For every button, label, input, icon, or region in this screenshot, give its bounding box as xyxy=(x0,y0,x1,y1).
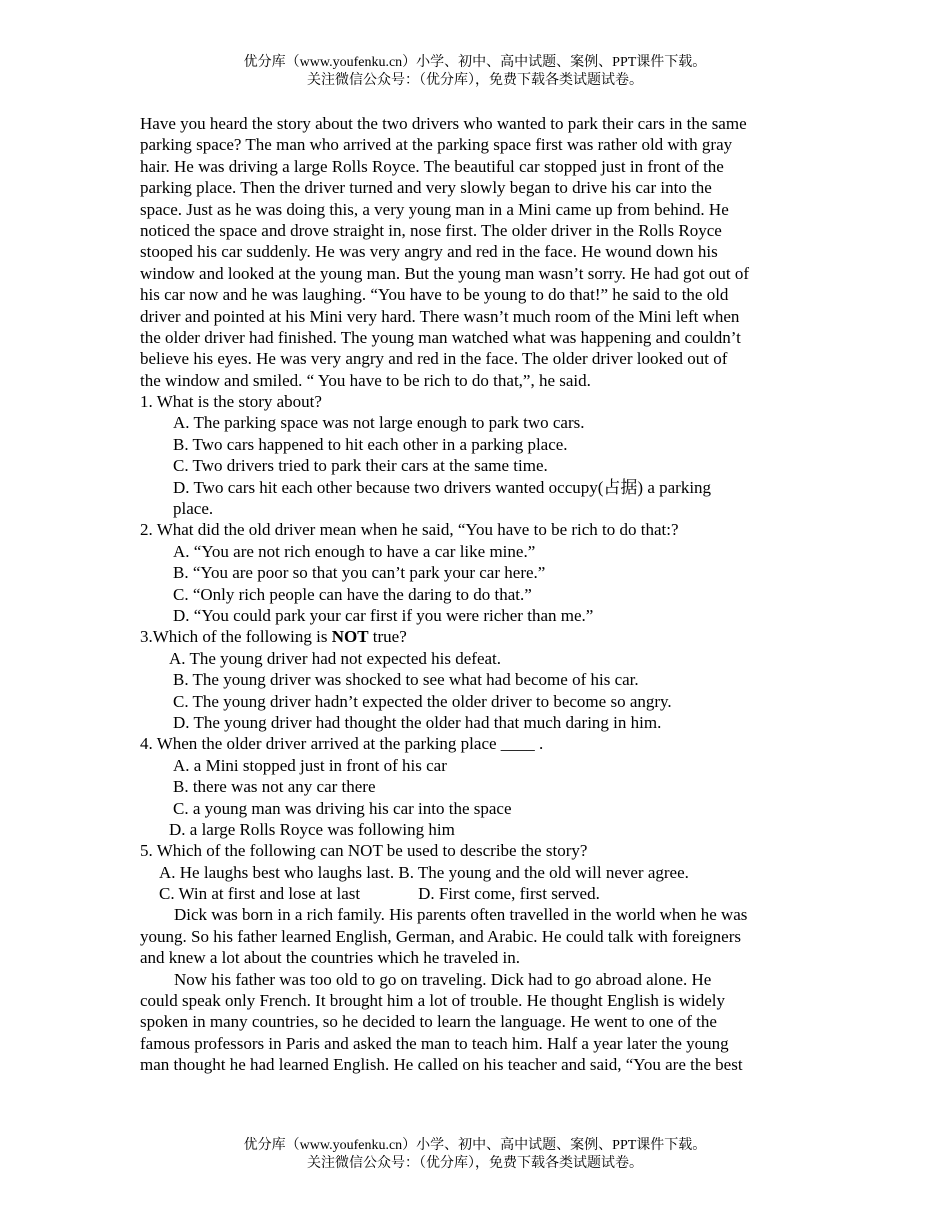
option-d: D. The young driver had thought the older had that much daring in him. xyxy=(173,712,662,732)
footer-line-1: 优分库（www.youfenku.cn）小学、初中、高中试题、案例、PPT课件下载。 xyxy=(243,1138,707,1153)
option-a: A. a Mini stopped just in front of his car xyxy=(173,755,447,775)
option-d: D. a large Rolls Royce was following him xyxy=(169,819,455,839)
question-1 xyxy=(140,391,812,519)
option-c: C. Win at first and lose at last xyxy=(159,884,361,904)
question-stem xyxy=(140,626,812,647)
passage-line: Have you heard the story about the two drivers who wanted to park their cars in the same xyxy=(140,114,747,133)
option-d: D. Two cars hit each other because two drivers wanted occupy(占据) a parking xyxy=(173,477,712,497)
option-c: C. “Only rich people can have the daring to do that.” xyxy=(173,584,532,604)
stem-text: 3.Which of the following is xyxy=(140,627,332,647)
passage-line: man thought he had learned English. He called on his teacher and said, “You are the best xyxy=(140,1055,743,1075)
passage-line: and knew a lot about the countries which he traveled in. xyxy=(140,948,521,968)
document-body xyxy=(140,113,812,1076)
option-a: A. “You are not rich enough to have a car like mine.” xyxy=(173,541,536,561)
option-d: D. “You could park your car first if you were richer than me.” xyxy=(173,605,594,625)
stem-emphasis: NOT xyxy=(331,627,369,647)
passage-line: hair. He was driving a large Rolls Royce. The beautiful car stopped just in front of the xyxy=(140,156,724,176)
option-d-continued: place. xyxy=(173,499,214,519)
stem-text-end: true? xyxy=(368,627,407,647)
option-c: C. a young man was driving his car into the space xyxy=(173,798,512,818)
passage-line: Dick was born in a rich family. His parents often travelled in the world when he was xyxy=(140,905,748,925)
option-b: B. Two cars happened to hit each other in a parking place. xyxy=(173,434,568,454)
option-d: D. First come, first served. xyxy=(418,884,600,904)
passage-line: could speak only French. It brought him a lot of trouble. He thought English is widely xyxy=(140,991,725,1011)
passage-line: parking space? The man who arrived at the parking space first was rather old with gray xyxy=(140,135,733,155)
page-header xyxy=(0,54,950,90)
passage-line: noticed the space and drove straight in, nose first. The older driver in the Rolls Royce xyxy=(140,220,722,240)
option-b: B. The young driver was shocked to see what had become of his car. xyxy=(173,670,639,690)
passage-1 xyxy=(140,113,812,391)
question-5 xyxy=(140,840,812,904)
question-stem: 2. What did the old driver mean when he said, “You have to be rich to do that:? xyxy=(140,520,679,540)
option-c: C. The young driver hadn’t expected the older driver to become so angry. xyxy=(173,691,672,711)
passage-line: Now his father was too old to go on traveling. Dick had to go abroad alone. He xyxy=(140,969,712,989)
option-b: B. there was not any car there xyxy=(173,777,376,797)
passage-line: spoken in many countries, so he decided to learn the language. He went to one of the xyxy=(140,1012,717,1032)
question-3 xyxy=(140,626,812,733)
option-b: B. “You are poor so that you can’t park your car here.” xyxy=(173,563,546,583)
header-line-1: 优分库（www.youfenku.cn）小学、初中、高中试题、案例、PPT课件下载。 xyxy=(243,55,707,70)
passage-2 xyxy=(140,904,812,1075)
question-stem: 1. What is the story about? xyxy=(140,392,322,412)
passage-line: the window and smiled. “ You have to be rich to do that,”, he said. xyxy=(140,370,591,390)
option-c: C. Two drivers tried to park their cars at the same time. xyxy=(173,456,548,476)
question-stem: 4. When the older driver arrived at the parking place ____ . xyxy=(140,734,544,754)
passage-line: parking place. Then the driver turned and very slowly began to drive his car into the xyxy=(140,178,712,198)
passage-line: his car now and he was laughing. “You have to be young to do that!” he said to the old xyxy=(140,285,729,305)
header-line-2: 关注微信公众号：（优分库），免费下载各类试题试卷。 xyxy=(307,73,643,88)
options-c-d xyxy=(140,883,812,904)
passage-line: famous professors in Paris and asked the man to teach him. Half a year later the young xyxy=(140,1033,729,1053)
page-footer xyxy=(0,1137,950,1173)
passage-line: driver and pointed at his Mini very hard. There wasn’t much room of the Mini left when xyxy=(140,306,740,326)
passage-line: believe his eyes. He was very angry and red in the face. The older driver looked out of xyxy=(140,349,728,369)
passage-line: the older driver had finished. The young man watched what was happening and couldn’t xyxy=(140,327,741,347)
question-stem: 5. Which of the following can NOT be used to describe the story? xyxy=(140,841,588,861)
passage-line: stooped his car suddenly. He was very angry and red in the face. He wound down his xyxy=(140,242,718,262)
option-a: A. The young driver had not expected his defeat. xyxy=(169,648,502,668)
passage-line: young. So his father learned English, German, and Arabic. He could talk with foreigners xyxy=(140,926,741,946)
question-4 xyxy=(140,733,812,840)
passage-line: window and looked at the young man. But the young man wasn’t sorry. He had got out of xyxy=(140,263,750,283)
question-2 xyxy=(140,519,812,626)
passage-line: space. Just as he was doing this, a very young man in a Mini came up from behind. He xyxy=(140,199,729,219)
footer-line-2: 关注微信公众号：（优分库），免费下载各类试题试卷。 xyxy=(307,1156,643,1171)
options-a-b: A. He laughs best who laughs last. B. The young and the old will never agree. xyxy=(159,862,689,882)
option-a: A. The parking space was not large enough to park two cars. xyxy=(173,413,585,433)
